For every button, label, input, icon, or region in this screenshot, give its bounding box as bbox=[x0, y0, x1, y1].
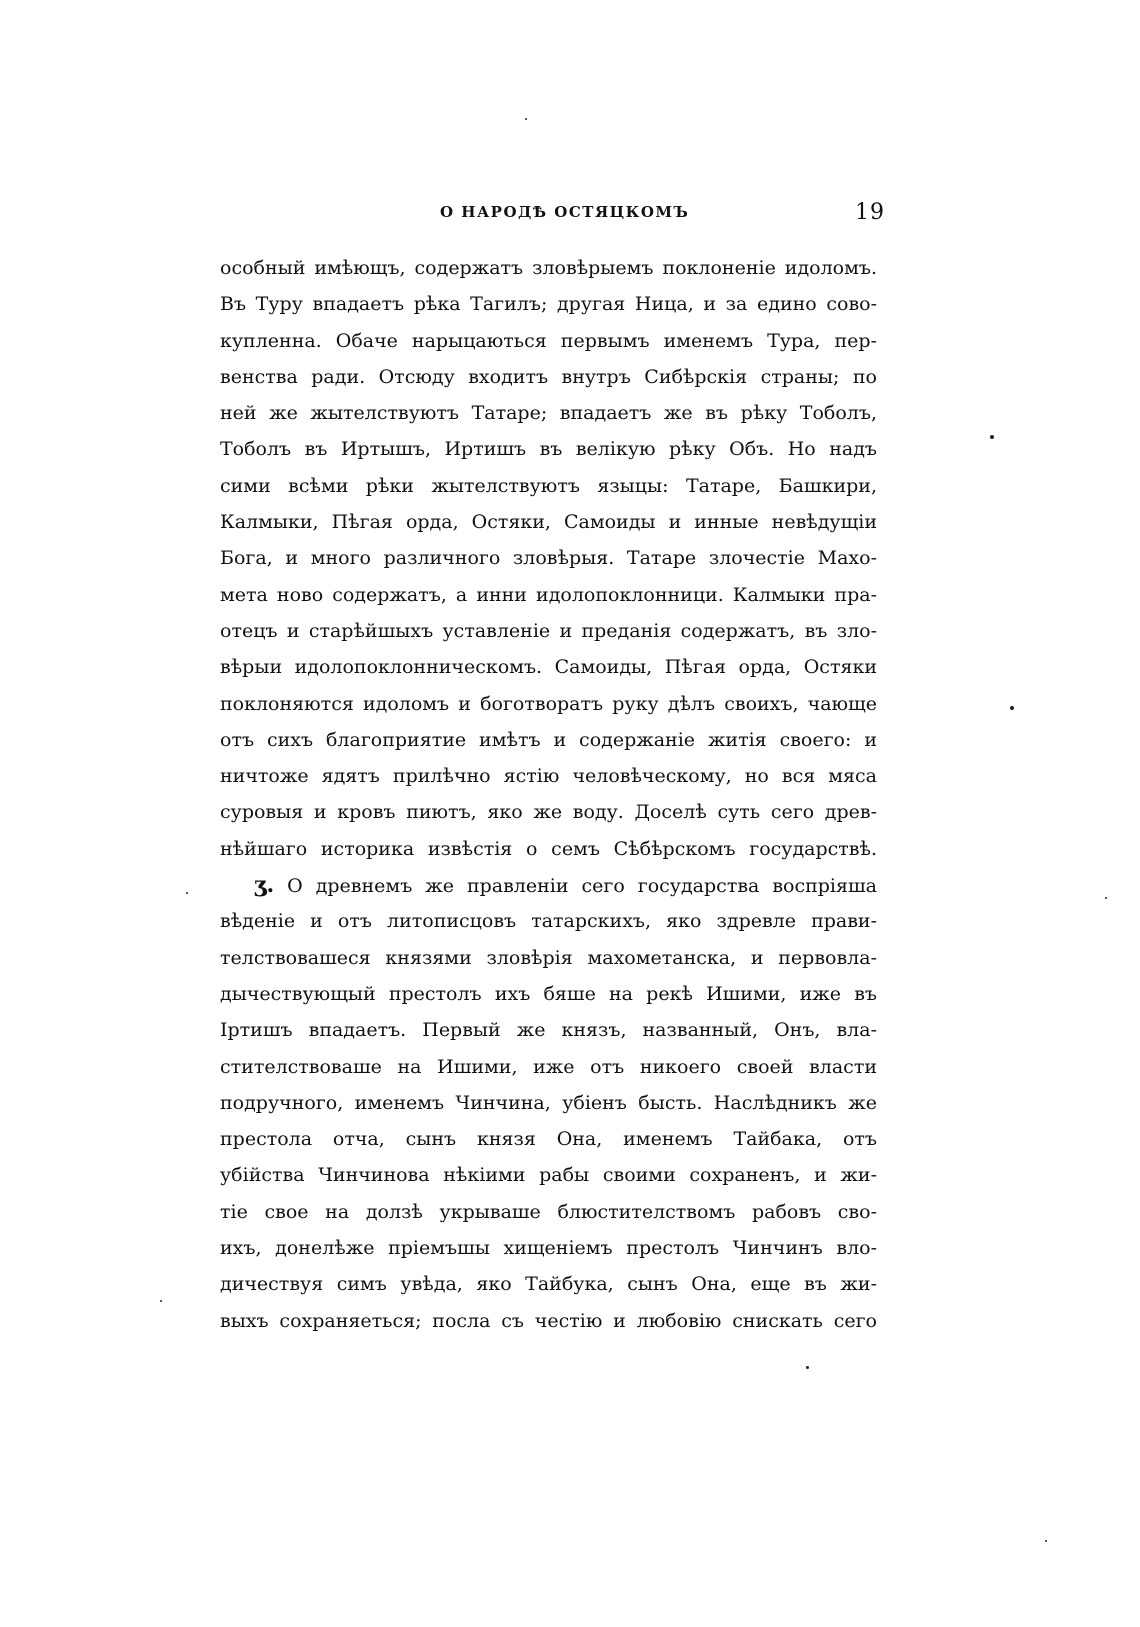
text-line: тіе свое на долзѣ укрываше блюстителствомъ рабовъ сво- bbox=[220, 1200, 877, 1223]
scan-speck bbox=[990, 435, 994, 439]
text-line: сими всѣми рѣки жытелствуютъ языцы: Татаре, Башкири, bbox=[220, 474, 877, 497]
scan-speck bbox=[525, 118, 527, 120]
section-first-line-text: О древнемъ же правленіи сего государства воспріяша bbox=[287, 875, 877, 898]
text-line: Бога, и много различного зловѣрыя. Татаре злочестіе Махо- bbox=[220, 547, 877, 570]
text-line: ихъ, донелѣже пріемъшы хищеніемъ престолъ Чинчинъ вло- bbox=[220, 1237, 877, 1260]
text-line: нѣйшаго историка извѣстія о семъ Сѣбѣрскомъ государствѣ. bbox=[220, 837, 877, 860]
text-line: Въ Туру впадаетъ рѣка Тагилъ; другая Ница, и за едино сово- bbox=[220, 293, 877, 316]
scan-speck bbox=[186, 892, 188, 894]
text-line: подручного, именемъ Чинчина, убіенъ бысть. Наслѣдникъ же bbox=[220, 1091, 877, 1114]
text-line: дычествующый престолъ ихъ бяше на рекѣ Ишими, иже въ bbox=[220, 982, 877, 1005]
text-line: вѣрыи идолопоклонническомъ. Самоиды, Пѣгая орда, Остяки bbox=[220, 656, 877, 679]
section-first-line bbox=[220, 867, 877, 903]
text-line: купленна. Обаче нарыцаються первымъ именемъ Тура, пер- bbox=[220, 329, 877, 352]
text-line: поклоняются идоломъ и боготворатъ руку дѣлъ своихъ, чающе bbox=[220, 692, 877, 715]
text-line: отецъ и старѣйшыхъ уставленіе и преданія содержатъ, въ зло- bbox=[220, 619, 877, 642]
text-line: ней же жытелствуютъ Татаре; впадаетъ же въ рѣку Тоболъ, bbox=[220, 402, 877, 425]
text-line: Іртишъ впадаетъ. Первый же князъ, названный, Онъ, вла- bbox=[220, 1019, 877, 1042]
main-text bbox=[220, 250, 877, 1339]
text-line: убійства Чинчинова нѣкіими рабы своими сохраненъ, и жи- bbox=[220, 1164, 877, 1187]
running-title: О НАРОДѢ ОСТЯЦКОМЪ bbox=[440, 203, 690, 221]
page-number: 19 bbox=[855, 200, 885, 225]
text-line: стителствоваше на Ишими, иже отъ никоего своей власти bbox=[220, 1055, 877, 1078]
text-line: престола отча, сынъ князя Она, именемъ Тайбака, отъ bbox=[220, 1128, 877, 1151]
scan-speck bbox=[1105, 897, 1107, 899]
text-line: Тоболъ въ Иртышъ, Иртишъ въ велікую рѣку Объ. Но надъ bbox=[220, 438, 877, 461]
scan-speck bbox=[1010, 706, 1014, 710]
section-number: ӡ. bbox=[254, 872, 275, 899]
text-line: вѣденіе и отъ литописцовъ татарскихъ, яко здревле прави- bbox=[220, 910, 877, 933]
text-line: особный имѣющъ, содержатъ зловѣрыемъ поклоненіе идоломъ. bbox=[220, 257, 877, 279]
text-line: мета ново содержатъ, а инни идолопоклонници. Калмыки пра- bbox=[220, 583, 877, 606]
text-line: отъ сихъ благоприятие имѣтъ и содержаніе житія своего: и bbox=[220, 728, 877, 751]
text-line: выхъ сохраняеться; посла съ честію и любовію снискать сего bbox=[220, 1309, 877, 1332]
scan-speck bbox=[806, 1366, 809, 1369]
text-line: ничтоже ядятъ прилѣчно ястію человѣческому, но вся мяса bbox=[220, 765, 877, 788]
scan-speck bbox=[1045, 1540, 1047, 1542]
text-line: дичествуя симъ увѣда, яко Тайбука, сынъ Она, еще въ жи- bbox=[220, 1273, 877, 1296]
text-line: Калмыки, Пѣгая орда, Остяки, Самоиды и инные невѣдущіи bbox=[220, 511, 877, 534]
text-line: суровыя и кровъ пиютъ, яко же воду. Доселѣ суть сего древ- bbox=[220, 801, 877, 824]
scan-speck bbox=[160, 1300, 162, 1302]
text-line: телствовашеся князями зловѣрія махометанска, и первовла- bbox=[220, 946, 877, 969]
text-line: венства ради. Отсюду входитъ внутръ Сибѣрскія страны; по bbox=[220, 365, 877, 388]
